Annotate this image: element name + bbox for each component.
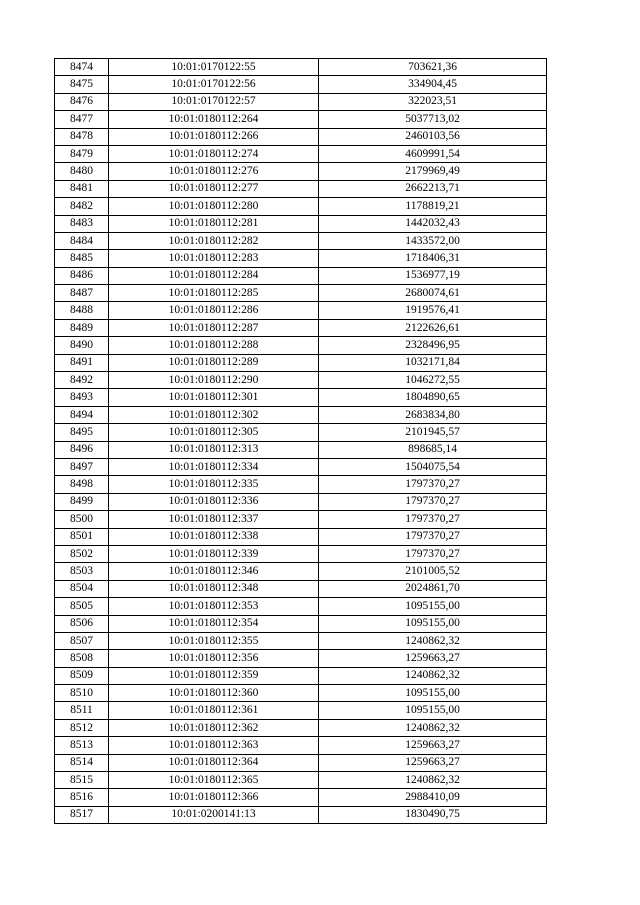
row-number-cell: 8506 — [55, 615, 109, 632]
cadastral-number-cell: 10:01:0180112:281 — [109, 215, 319, 232]
cadastral-value-cell: 1797370,27 — [319, 493, 547, 510]
table-row — [55, 389, 547, 406]
table-row — [55, 563, 547, 580]
cadastral-number-cell: 10:01:0180112:354 — [109, 615, 319, 632]
table-row — [55, 458, 547, 475]
row-number-cell: 8488 — [55, 302, 109, 319]
table-row — [55, 198, 547, 215]
cadastral-value-cell: 1797370,27 — [319, 528, 547, 545]
row-number-cell: 8496 — [55, 441, 109, 458]
row-number-cell: 8478 — [55, 128, 109, 145]
row-number-cell: 8500 — [55, 511, 109, 528]
table-row — [55, 337, 547, 354]
row-number-cell: 8516 — [55, 789, 109, 806]
row-number-cell: 8517 — [55, 806, 109, 823]
row-number-cell: 8485 — [55, 250, 109, 267]
row-number-cell: 8511 — [55, 702, 109, 719]
cadastral-number-cell: 10:01:0180112:280 — [109, 198, 319, 215]
cadastral-value-cell: 2328496,95 — [319, 337, 547, 354]
cadastral-value-cell: 1797370,27 — [319, 476, 547, 493]
cadastral-value-cell: 898685,14 — [319, 441, 547, 458]
row-number-cell: 8487 — [55, 285, 109, 302]
cadastral-value-cell: 1797370,27 — [319, 545, 547, 562]
row-number-cell: 8495 — [55, 424, 109, 441]
row-number-cell: 8475 — [55, 76, 109, 93]
row-number-cell: 8493 — [55, 389, 109, 406]
cadastral-value-cell: 1259663,27 — [319, 737, 547, 754]
cadastral-value-cell: 2680074,61 — [319, 285, 547, 302]
cadastral-value-cell: 1259663,27 — [319, 754, 547, 771]
table-row — [55, 180, 547, 197]
cadastral-number-cell: 10:01:0180112:285 — [109, 285, 319, 302]
cadastral-number-cell: 10:01:0180112:362 — [109, 719, 319, 736]
table-row — [55, 424, 547, 441]
table-body — [55, 59, 547, 824]
table-row — [55, 319, 547, 336]
cadastral-number-cell: 10:01:0180112:277 — [109, 180, 319, 197]
table-row — [55, 128, 547, 145]
table-row — [55, 545, 547, 562]
cadastral-number-cell: 10:01:0180112:284 — [109, 267, 319, 284]
table-row — [55, 719, 547, 736]
cadastral-value-cell: 1433572,00 — [319, 232, 547, 249]
table-row — [55, 59, 547, 76]
cadastral-number-cell: 10:01:0180112:282 — [109, 232, 319, 249]
cadastral-number-cell: 10:01:0180112:359 — [109, 667, 319, 684]
row-number-cell: 8479 — [55, 145, 109, 162]
table-row — [55, 685, 547, 702]
row-number-cell: 8492 — [55, 372, 109, 389]
table-row — [55, 267, 547, 284]
cadastral-number-cell: 10:01:0180112:313 — [109, 441, 319, 458]
cadastral-number-cell: 10:01:0180112:360 — [109, 685, 319, 702]
row-number-cell: 8512 — [55, 719, 109, 736]
table-row — [55, 476, 547, 493]
row-number-cell: 8502 — [55, 545, 109, 562]
cadastral-number-cell: 10:01:0180112:337 — [109, 511, 319, 528]
table-row — [55, 754, 547, 771]
cadastral-number-cell: 10:01:0180112:305 — [109, 424, 319, 441]
cadastral-value-cell: 2662213,71 — [319, 180, 547, 197]
row-number-cell: 8508 — [55, 650, 109, 667]
table-row — [55, 650, 547, 667]
row-number-cell: 8474 — [55, 59, 109, 76]
cadastral-number-cell: 10:01:0180112:301 — [109, 389, 319, 406]
cadastral-number-cell: 10:01:0180112:302 — [109, 406, 319, 423]
row-number-cell: 8513 — [55, 737, 109, 754]
table-row — [55, 702, 547, 719]
cadastral-number-cell: 10:01:0180112:348 — [109, 580, 319, 597]
cadastral-number-cell: 10:01:0180112:363 — [109, 737, 319, 754]
cadastral-number-cell: 10:01:0180112:355 — [109, 632, 319, 649]
cadastral-value-cell: 2024861,70 — [319, 580, 547, 597]
table-row — [55, 528, 547, 545]
cadastral-number-cell: 10:01:0180112:361 — [109, 702, 319, 719]
table-row — [55, 772, 547, 789]
cadastral-value-cell: 1240862,32 — [319, 772, 547, 789]
cadastral-value-cell: 1259663,27 — [319, 650, 547, 667]
cadastral-value-cell: 2988410,09 — [319, 789, 547, 806]
row-number-cell: 8494 — [55, 406, 109, 423]
table-row — [55, 737, 547, 754]
row-number-cell: 8480 — [55, 163, 109, 180]
cadastral-value-cell: 1504075,54 — [319, 458, 547, 475]
cadastral-value-cell: 1240862,32 — [319, 719, 547, 736]
row-number-cell: 8490 — [55, 337, 109, 354]
cadastral-number-cell: 10:01:0180112:364 — [109, 754, 319, 771]
cadastral-value-cell: 2683834,80 — [319, 406, 547, 423]
table-row — [55, 250, 547, 267]
cadastral-value-cell: 334904,45 — [319, 76, 547, 93]
cadastral-value-cell: 1919576,41 — [319, 302, 547, 319]
cadastral-value-cell: 2460103,56 — [319, 128, 547, 145]
row-number-cell: 8507 — [55, 632, 109, 649]
table-row — [55, 598, 547, 615]
cadastral-value-cell: 1240862,32 — [319, 632, 547, 649]
cadastral-value-cell: 1046272,55 — [319, 372, 547, 389]
row-number-cell: 8482 — [55, 198, 109, 215]
cadastral-value-cell: 1804890,65 — [319, 389, 547, 406]
table-row — [55, 285, 547, 302]
row-number-cell: 8497 — [55, 458, 109, 475]
cadastral-value-cell: 5037713,02 — [319, 111, 547, 128]
table-row — [55, 215, 547, 232]
row-number-cell: 8499 — [55, 493, 109, 510]
cadastral-value-cell: 1095155,00 — [319, 685, 547, 702]
cadastral-number-cell: 10:01:0180112:353 — [109, 598, 319, 615]
table-row — [55, 632, 547, 649]
table-row — [55, 354, 547, 371]
table-row — [55, 441, 547, 458]
row-number-cell: 8509 — [55, 667, 109, 684]
cadastral-value-cell: 1442032,43 — [319, 215, 547, 232]
table-row — [55, 302, 547, 319]
row-number-cell: 8481 — [55, 180, 109, 197]
cadastral-value-cell: 2101005,52 — [319, 563, 547, 580]
row-number-cell: 8515 — [55, 772, 109, 789]
table-row — [55, 789, 547, 806]
cadastral-number-cell: 10:01:0180112:287 — [109, 319, 319, 336]
row-number-cell: 8505 — [55, 598, 109, 615]
cadastral-value-cell: 2101945,57 — [319, 424, 547, 441]
cadastral-value-cell: 1718406,31 — [319, 250, 547, 267]
cadastral-number-cell: 10:01:0180112:334 — [109, 458, 319, 475]
cadastral-value-cell: 1178819,21 — [319, 198, 547, 215]
cadastral-number-cell: 10:01:0180112:283 — [109, 250, 319, 267]
cadastral-number-cell: 10:01:0180112:366 — [109, 789, 319, 806]
row-number-cell: 8514 — [55, 754, 109, 771]
cadastral-number-cell: 10:01:0180112:286 — [109, 302, 319, 319]
row-number-cell: 8484 — [55, 232, 109, 249]
table-row — [55, 493, 547, 510]
cadastral-number-cell: 10:01:0200141:13 — [109, 806, 319, 823]
table-row — [55, 76, 547, 93]
table-row — [55, 111, 547, 128]
cadastral-value-cell: 1095155,00 — [319, 702, 547, 719]
cadastral-number-cell: 10:01:0170122:56 — [109, 76, 319, 93]
row-number-cell: 8476 — [55, 93, 109, 110]
cadastral-value-cell: 2122626,61 — [319, 319, 547, 336]
cadastral-number-cell: 10:01:0170122:57 — [109, 93, 319, 110]
row-number-cell: 8486 — [55, 267, 109, 284]
cadastral-number-cell: 10:01:0180112:290 — [109, 372, 319, 389]
table-row — [55, 93, 547, 110]
table-row — [55, 580, 547, 597]
table-row — [55, 406, 547, 423]
cadastral-value-cell: 4609991,54 — [319, 145, 547, 162]
cadastral-number-cell: 10:01:0180112:335 — [109, 476, 319, 493]
table-row — [55, 667, 547, 684]
row-number-cell: 8503 — [55, 563, 109, 580]
cadastral-number-cell: 10:01:0180112:346 — [109, 563, 319, 580]
cadastral-number-cell: 10:01:0180112:289 — [109, 354, 319, 371]
cadastral-number-cell: 10:01:0180112:339 — [109, 545, 319, 562]
table-row — [55, 232, 547, 249]
cadastral-number-cell: 10:01:0180112:338 — [109, 528, 319, 545]
cadastral-number-cell: 10:01:0180112:266 — [109, 128, 319, 145]
cadastral-number-cell: 10:01:0180112:264 — [109, 111, 319, 128]
row-number-cell: 8498 — [55, 476, 109, 493]
cadastral-number-cell: 10:01:0180112:288 — [109, 337, 319, 354]
cadastral-value-cell: 1797370,27 — [319, 511, 547, 528]
row-number-cell: 8504 — [55, 580, 109, 597]
row-number-cell: 8501 — [55, 528, 109, 545]
cadastral-number-cell: 10:01:0180112:276 — [109, 163, 319, 180]
row-number-cell: 8483 — [55, 215, 109, 232]
table-row — [55, 615, 547, 632]
table-row — [55, 145, 547, 162]
table-row — [55, 163, 547, 180]
row-number-cell: 8489 — [55, 319, 109, 336]
table-row — [55, 511, 547, 528]
cadastral-number-cell: 10:01:0180112:365 — [109, 772, 319, 789]
row-number-cell: 8510 — [55, 685, 109, 702]
cadastral-number-cell: 10:01:0170122:55 — [109, 59, 319, 76]
row-number-cell: 8477 — [55, 111, 109, 128]
cadastral-value-cell: 1240862,32 — [319, 667, 547, 684]
cadastral-value-cell: 322023,51 — [319, 93, 547, 110]
cadastral-value-cell: 1095155,00 — [319, 615, 547, 632]
cadastral-value-cell: 1830490,75 — [319, 806, 547, 823]
cadastral-number-cell: 10:01:0180112:336 — [109, 493, 319, 510]
cadastral-number-cell: 10:01:0180112:356 — [109, 650, 319, 667]
cadastral-number-cell: 10:01:0180112:274 — [109, 145, 319, 162]
table-row — [55, 806, 547, 823]
cadastral-value-cell: 1536977,19 — [319, 267, 547, 284]
row-number-cell: 8491 — [55, 354, 109, 371]
cadastral-value-cell: 703621,36 — [319, 59, 547, 76]
cadastral-value-cell: 1095155,00 — [319, 598, 547, 615]
cadastral-value-cell: 2179969,49 — [319, 163, 547, 180]
table-row — [55, 372, 547, 389]
cadastral-value-table — [54, 58, 547, 824]
cadastral-value-cell: 1032171,84 — [319, 354, 547, 371]
